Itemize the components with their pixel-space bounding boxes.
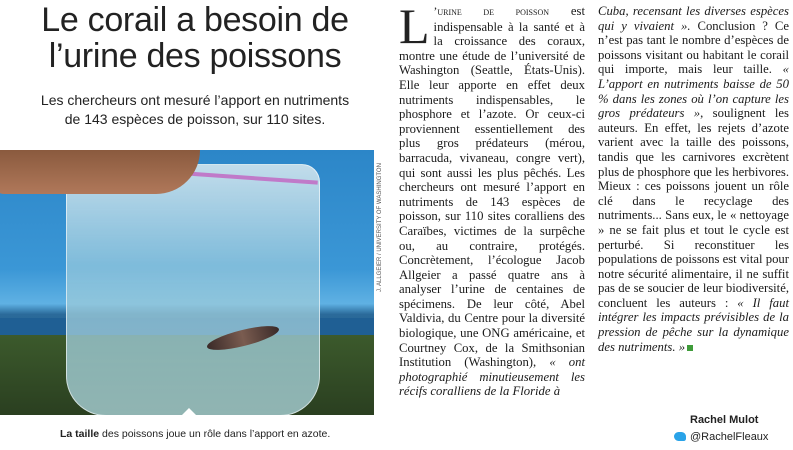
subtitle-line-1: Les chercheurs ont mesuré l’apport en nutriments bbox=[40, 92, 350, 108]
column-2-text-1: Conclusion ? Ce n’est pas tant le nombre d’espèces de poissons visitant ou habitant le corail qui importe, mais leur taille. bbox=[598, 18, 789, 77]
photo-caption bbox=[60, 428, 330, 440]
photo-hand bbox=[0, 150, 200, 194]
photo-credit: J. ALLGEIER / UNIVERSITY OF WASHINGTON bbox=[377, 163, 383, 292]
article-title bbox=[0, 2, 390, 74]
twitter-handle: @RachelFleaux bbox=[690, 431, 769, 443]
lead-smallcaps: ’urine de poisson bbox=[433, 6, 550, 18]
title-line-2: l’urine des poissons bbox=[48, 37, 342, 75]
column-2-quote-2: « L’apport en nutriments baisse de 50 % dans les zones où l’on capture les gros prédateurs » bbox=[598, 62, 789, 121]
article-column-1 bbox=[399, 0, 585, 399]
article-photo bbox=[0, 150, 374, 415]
photo-plastic-bag bbox=[66, 164, 320, 415]
author-twitter[interactable] bbox=[674, 431, 768, 443]
twitter-bird-icon bbox=[674, 432, 686, 441]
title-line-1: Le corail a besoin de bbox=[41, 1, 349, 39]
caption-pointer bbox=[181, 408, 197, 416]
column-1-quote: « ont photographié minutieusement les récifs coralliens de la Floride à bbox=[399, 355, 585, 399]
subtitle-line-2: de 143 espèces de poisson, sur 110 sites. bbox=[64, 111, 326, 127]
end-square-icon bbox=[687, 345, 693, 351]
article-column-2 bbox=[598, 4, 789, 354]
caption-text: des poissons joue un rôle dans l’apport en azote. bbox=[99, 428, 331, 440]
column-2-quote-3: « Il faut intégrer les impacts prévisibles de la pression de pêche sur la dynamique des nutriments. » bbox=[598, 295, 789, 354]
column-1-text: est indispensable à la santé et à la croissance des coraux, montre une étude de l’université de Washington (Seattle, États-Unis). Elle leur apporte en effet deux nutriments indispensables, le phosphore et l’azote. Or ceux-ci proviennent essentiellement des plus gros prédateurs (mérou, barracuda, vivaneau, congre vert), qui sont aussi les plus pêchés. Les chercheurs ont mesuré l’apport en nutriments de 143 espèces de poisson, sur 110 sites coralliens des Caraïbes, victimes de la surpêche ou, au contraire, protégés. Concrètement, l’écologue Jacob Allgeier a passé quatre ans à analyser l’urine de centaines de spécimens. De leur côté, Abel Valdivia, du Centre pour la diversité biologique, une ONG américaine, et Courtney Cox, de la Smithsonian Institution (Washington), bbox=[399, 4, 585, 370]
column-2-text-2: , soulignent les auteurs. En effet, les rejets d’azote varient avec la taille des poissons, tandis que les carnivores excrètent plus de phosphore que les herbivores. Mieux : ces poissons jouent un rôle clé dans le recyclage des nutriments... Sans eux, le « nettoyage » ne se fait plus et tout le cycle est perturbé. Si reconstituer les populations de poissons est vital pour notre sécurité alimentaire, il ne suffit pas de se soucier de leur biodiversité, concluent les auteurs : bbox=[598, 106, 789, 310]
caption-bold: La taille bbox=[60, 428, 100, 440]
author-name: Rachel Mulot bbox=[690, 414, 759, 426]
column-2-quote-1: Cuba, recensant les diverses espèces qui y vivaient ». bbox=[598, 4, 789, 33]
drop-cap: L bbox=[399, 0, 430, 54]
article-subtitle bbox=[0, 91, 390, 129]
